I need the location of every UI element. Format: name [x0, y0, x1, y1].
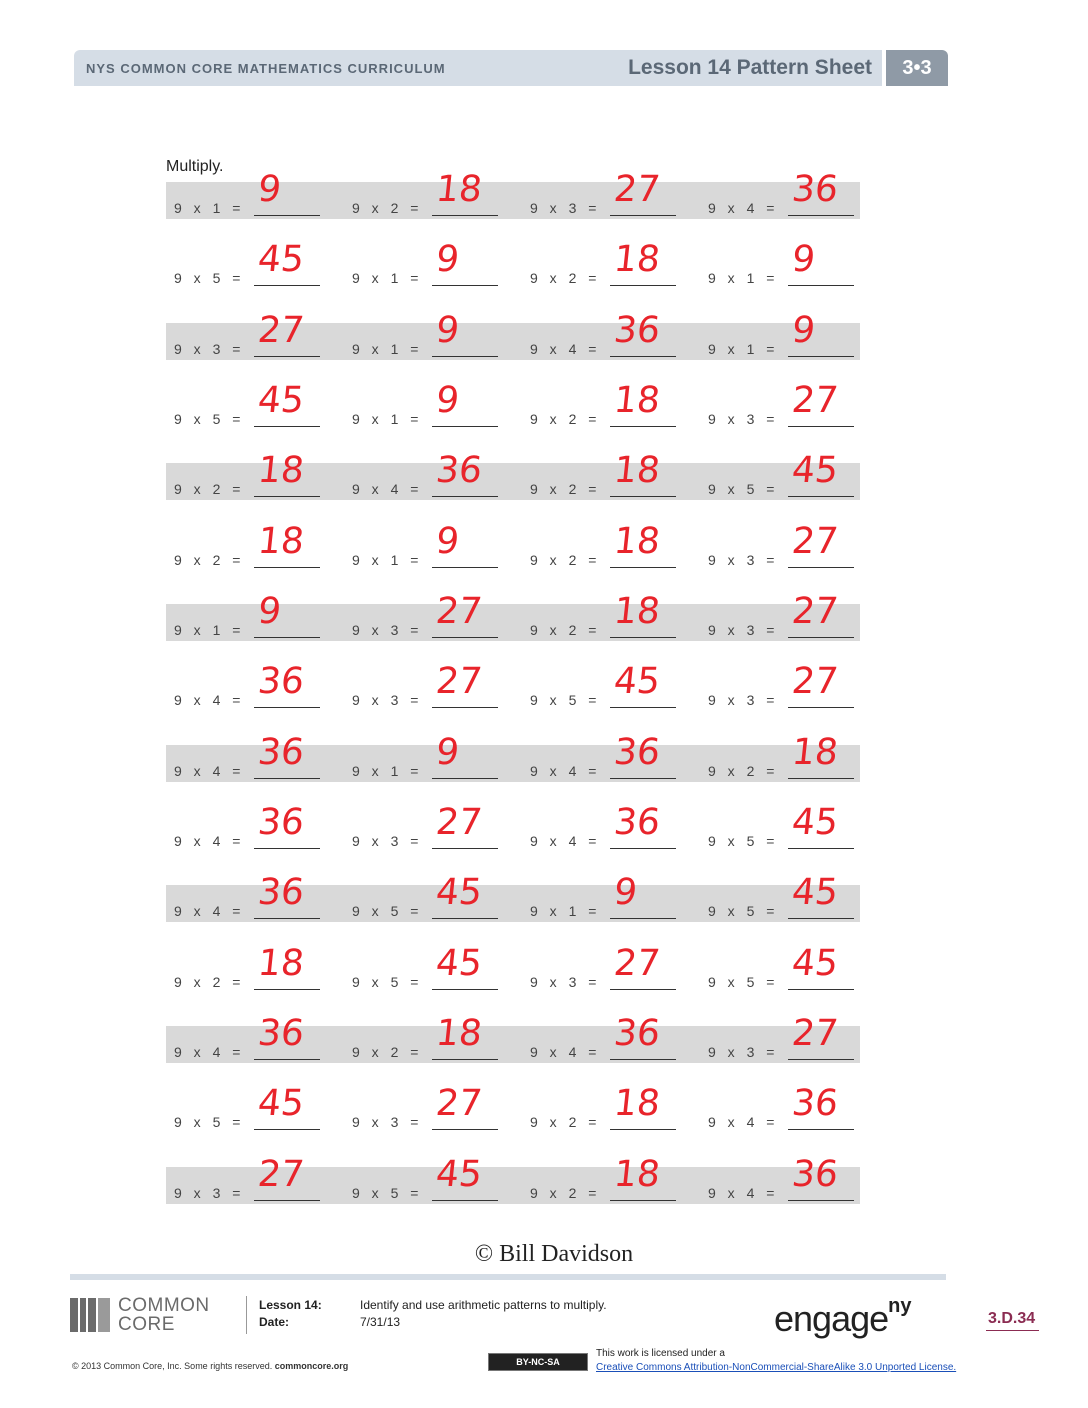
equation-text: 9 x 4 = [174, 692, 241, 709]
handwritten-answer: 45 [611, 661, 663, 703]
common-core-logo [70, 1296, 230, 1334]
problem-cell [166, 169, 346, 219]
answer-blank[interactable] [254, 707, 320, 708]
problem-cell [344, 450, 524, 500]
answer-blank[interactable] [610, 1129, 676, 1130]
lesson-objective: Identify and use arithmetic patterns to multiply. [360, 1298, 607, 1312]
problem-cell [344, 380, 524, 430]
equation-text: 9 x 1 = [352, 340, 419, 357]
handwritten-answer: 36 [255, 1013, 307, 1055]
equation-text: 9 x 1 = [708, 340, 775, 357]
handwritten-answer: 18 [789, 731, 841, 773]
handwritten-answer: 18 [611, 591, 663, 633]
handwritten-answer: 45 [255, 1083, 307, 1125]
equation-text: 9 x 2 = [530, 1184, 597, 1201]
equation-text: 9 x 5 = [708, 903, 775, 920]
problem-row [166, 309, 860, 360]
equation-text: 9 x 2 = [174, 973, 241, 990]
common-core-logo-text: COMMON CORE [118, 1295, 210, 1335]
handwritten-answer: 9 [255, 591, 284, 633]
answer-blank[interactable] [788, 778, 854, 779]
problem-cell [344, 1083, 524, 1133]
problem-cell [166, 872, 346, 922]
answer-blank[interactable] [788, 918, 854, 919]
handwritten-answer: 36 [789, 1153, 841, 1195]
problem-cell [700, 591, 880, 641]
handwritten-answer: 9 [433, 520, 462, 562]
problem-row [166, 239, 860, 289]
problem-cell [344, 1153, 524, 1204]
problem-cell [166, 309, 346, 360]
problem-cell [700, 169, 880, 219]
equation-text: 9 x 3 = [174, 340, 241, 357]
equation-text: 9 x 4 = [352, 481, 419, 498]
answer-blank[interactable] [610, 285, 676, 286]
handwritten-answer: 36 [255, 872, 307, 914]
problem-cell [166, 591, 346, 641]
equation-text: 9 x 4 = [530, 833, 597, 850]
problem-row [166, 520, 860, 571]
problem-cell [344, 802, 524, 852]
problem-cell [522, 309, 702, 360]
problem-cell [522, 591, 702, 641]
answer-blank[interactable] [432, 285, 498, 286]
answer-blank[interactable] [610, 215, 676, 216]
handwritten-answer: 36 [255, 731, 307, 773]
problem-cell [522, 1013, 702, 1063]
answer-blank[interactable] [254, 1059, 320, 1060]
problem-row [166, 450, 860, 500]
equation-text: 9 x 4 = [174, 833, 241, 850]
equation-text: 9 x 2 = [530, 411, 597, 428]
answer-blank[interactable] [788, 989, 854, 990]
answer-blank[interactable] [610, 848, 676, 849]
equation-text: 9 x 2 = [530, 270, 597, 287]
date-value: 7/31/13 [360, 1315, 401, 1329]
handwritten-answer: 9 [433, 380, 462, 422]
handwritten-answer: 36 [255, 661, 307, 703]
problem-row [166, 872, 860, 922]
equation-text: 9 x 1 = [352, 270, 419, 287]
problem-cell [522, 520, 702, 571]
equation-text: 9 x 3 = [174, 1184, 241, 1201]
handwritten-answer: 18 [255, 520, 307, 562]
equation-text: 9 x 5 = [174, 270, 241, 287]
equation-text: 9 x 2 = [174, 481, 241, 498]
handwritten-answer: 36 [611, 802, 663, 844]
equation-text: 9 x 4 = [530, 1044, 597, 1061]
equation-text: 9 x 4 = [174, 762, 241, 779]
answer-blank[interactable] [432, 1200, 498, 1201]
answer-blank[interactable] [254, 567, 320, 568]
problem-cell [522, 450, 702, 500]
answer-blank[interactable] [788, 637, 854, 638]
answer-blank[interactable] [788, 1200, 854, 1201]
equation-text: 9 x 2 = [530, 622, 597, 639]
answer-blank[interactable] [432, 848, 498, 849]
equation-text: 9 x 5 = [708, 973, 775, 990]
equation-text: 9 x 3 = [352, 622, 419, 639]
equation-text: 9 x 1 = [174, 200, 241, 216]
answer-blank[interactable] [610, 356, 676, 357]
equation-text: 9 x 2 = [352, 1044, 419, 1061]
license-intro: This work is licensed under a [596, 1348, 725, 1359]
equation-text: 9 x 5 = [352, 973, 419, 990]
handwritten-answer: 27 [433, 591, 485, 633]
problem-cell [700, 520, 880, 571]
problem-cell [344, 169, 524, 219]
answer-blank[interactable] [610, 496, 676, 497]
answer-blank[interactable] [610, 989, 676, 990]
problem-cell [166, 1083, 346, 1133]
problem-cell [700, 731, 880, 782]
equation-text: 9 x 2 = [174, 551, 241, 568]
handwritten-answer: 27 [255, 1153, 307, 1195]
answer-blank[interactable] [788, 1129, 854, 1130]
handwritten-answer: 45 [255, 239, 307, 281]
footer-divider-bar [70, 1274, 946, 1280]
problem-cell [700, 942, 880, 993]
equation-text: 9 x 3 = [708, 1044, 775, 1061]
handwritten-answer: 27 [433, 802, 485, 844]
handwritten-answer: 18 [611, 239, 663, 281]
curriculum-title: NYS COMMON CORE MATHEMATICS CURRICULUM [86, 61, 446, 76]
problem-cell [700, 239, 880, 289]
equation-text: 9 x 2 = [530, 481, 597, 498]
answer-blank[interactable] [432, 918, 498, 919]
problem-grid [166, 169, 860, 1237]
problem-row [166, 591, 860, 641]
problem-cell [522, 1083, 702, 1133]
problem-cell [522, 169, 702, 219]
problem-row [166, 802, 860, 852]
equation-text: 9 x 5 = [174, 411, 241, 428]
answer-blank[interactable] [432, 1129, 498, 1130]
problem-row [166, 1013, 860, 1063]
handwritten-answer: 9 [433, 239, 462, 281]
equation-text: 9 x 2 = [530, 551, 597, 568]
handwritten-answer: 36 [789, 169, 841, 210]
equation-text: 9 x 2 = [708, 762, 775, 779]
problem-cell [522, 942, 702, 993]
handwritten-answer: 27 [611, 942, 663, 984]
problem-cell [344, 1013, 524, 1063]
problem-cell [166, 1013, 346, 1063]
answer-blank[interactable] [254, 496, 320, 497]
equation-text: 9 x 1 = [352, 762, 419, 779]
problem-cell [344, 731, 524, 782]
engageny-logo: engage$^{ny}$ [774, 1295, 912, 1339]
answer-blank[interactable] [788, 215, 854, 216]
handwritten-answer: 27 [789, 520, 841, 562]
handwritten-answer: 36 [611, 309, 663, 351]
license-link[interactable]: Creative Commons Attribution-NonCommercial-ShareAlike 3.0 Unported License. [596, 1362, 957, 1373]
problem-cell [700, 309, 880, 360]
handwritten-answer: 27 [789, 591, 841, 633]
handwritten-answer: 9 [611, 872, 640, 914]
answer-blank[interactable] [254, 356, 320, 357]
problem-cell [522, 1153, 702, 1204]
answer-blank[interactable] [610, 918, 676, 919]
equation-text: 9 x 3 = [708, 411, 775, 428]
handwritten-answer: 45 [433, 1153, 485, 1195]
handwritten-answer: 45 [789, 872, 841, 914]
equation-text: 9 x 2 = [530, 1114, 597, 1131]
equation-text: 9 x 4 = [174, 1044, 241, 1061]
answer-blank[interactable] [432, 356, 498, 357]
handwritten-answer: 45 [789, 450, 841, 492]
equation-text: 9 x 3 = [708, 692, 775, 709]
cc-license-badge-icon: BY-NC-SA [488, 1353, 588, 1371]
handwritten-answer: 9 [433, 731, 462, 773]
answer-blank[interactable] [788, 496, 854, 497]
equation-text: 9 x 3 = [352, 692, 419, 709]
handwritten-answer: 27 [789, 380, 841, 422]
handwritten-answer: 45 [255, 380, 307, 422]
handwritten-answer: 18 [433, 169, 485, 210]
equation-text: 9 x 5 = [174, 1114, 241, 1131]
equation-text: 9 x 3 = [352, 833, 419, 850]
problem-cell [522, 872, 702, 922]
answer-blank[interactable] [254, 778, 320, 779]
answer-blank[interactable] [788, 356, 854, 357]
answer-blank[interactable] [610, 1200, 676, 1201]
answer-blank[interactable] [432, 567, 498, 568]
problem-cell [344, 309, 524, 360]
answer-blank[interactable] [254, 1129, 320, 1130]
problem-cell [344, 942, 524, 993]
equation-text: 9 x 5 = [352, 1184, 419, 1201]
answer-blank[interactable] [254, 215, 320, 216]
answer-blank[interactable] [254, 918, 320, 919]
answer-blank[interactable] [254, 989, 320, 990]
equation-text: 9 x 3 = [530, 973, 597, 990]
handwritten-answer: 18 [433, 1013, 485, 1055]
problem-cell [700, 1013, 880, 1063]
handwritten-answer: 18 [255, 450, 307, 492]
handwritten-answer: 36 [789, 1083, 841, 1125]
handwritten-answer: 18 [611, 1153, 663, 1195]
answer-blank[interactable] [432, 778, 498, 779]
equation-text: 9 x 4 = [708, 1184, 775, 1201]
problem-cell [700, 661, 880, 711]
equation-text: 9 x 1 = [352, 551, 419, 568]
problem-cell [344, 661, 524, 711]
handwritten-answer: 27 [611, 169, 663, 210]
handwritten-answer: 18 [611, 1083, 663, 1125]
answer-blank[interactable] [254, 426, 320, 427]
answer-blank[interactable] [432, 1059, 498, 1060]
answer-blank[interactable] [788, 567, 854, 568]
handwritten-answer: 9 [789, 239, 818, 281]
answer-blank[interactable] [254, 285, 320, 286]
equation-text: 9 x 5 = [708, 833, 775, 850]
equation-text: 9 x 4 = [530, 762, 597, 779]
handwritten-answer: 9 [255, 169, 284, 210]
answer-blank[interactable] [788, 426, 854, 427]
answer-blank[interactable] [610, 1059, 676, 1060]
equation-text: 9 x 1 = [530, 903, 597, 920]
handwritten-answer: 27 [255, 309, 307, 351]
answer-blank[interactable] [254, 1200, 320, 1201]
handwritten-answer: 18 [611, 520, 663, 562]
problem-cell [166, 731, 346, 782]
answer-blank[interactable] [432, 989, 498, 990]
problem-cell [166, 802, 346, 852]
equation-text: 9 x 5 = [530, 692, 597, 709]
answer-blank[interactable] [254, 848, 320, 849]
problem-cell [166, 942, 346, 993]
answer-blank[interactable] [432, 426, 498, 427]
problem-cell [700, 1083, 880, 1133]
handwritten-answer: 45 [789, 802, 841, 844]
answer-blank[interactable] [610, 426, 676, 427]
problem-cell [166, 1153, 346, 1204]
problem-row [166, 1083, 860, 1133]
equation-text: 9 x 3 = [708, 551, 775, 568]
problem-cell [700, 802, 880, 852]
answer-blank[interactable] [788, 848, 854, 849]
handwritten-answer: 45 [789, 942, 841, 984]
handwritten-answer: 27 [433, 1083, 485, 1125]
answer-blank[interactable] [610, 637, 676, 638]
page-header [74, 50, 882, 86]
handwritten-answer: 18 [611, 450, 663, 492]
handwritten-answer: 36 [611, 731, 663, 773]
problem-cell [700, 380, 880, 430]
problem-row [166, 1153, 860, 1204]
handwritten-answer: 18 [611, 380, 663, 422]
answer-blank[interactable] [610, 707, 676, 708]
problem-cell [344, 872, 524, 922]
page-number: 3.D.34 [986, 1310, 1039, 1331]
instruction-text: Multiply. [166, 158, 224, 175]
answer-blank[interactable] [432, 496, 498, 497]
problem-cell [166, 380, 346, 430]
handwritten-answer: 9 [789, 309, 818, 351]
equation-text: 9 x 5 = [708, 481, 775, 498]
problem-cell [700, 450, 880, 500]
problem-row [166, 661, 860, 711]
handwritten-answer: 27 [433, 661, 485, 703]
equation-text: 9 x 3 = [530, 200, 597, 216]
problem-cell [166, 450, 346, 500]
problem-cell [522, 239, 702, 289]
handwritten-answer: 18 [255, 942, 307, 984]
problem-cell [166, 520, 346, 571]
problem-row [166, 731, 860, 782]
answer-blank[interactable] [788, 285, 854, 286]
problem-cell [522, 661, 702, 711]
date-label: Date: [259, 1315, 290, 1329]
lesson-label: Lesson 14: [259, 1298, 322, 1312]
problem-cell [344, 239, 524, 289]
answer-blank[interactable] [432, 215, 498, 216]
equation-text: 9 x 4 = [174, 903, 241, 920]
problem-row [166, 942, 860, 993]
equation-text: 9 x 2 = [352, 200, 419, 216]
answer-blank[interactable] [610, 778, 676, 779]
handwritten-answer: 45 [433, 872, 485, 914]
problem-cell [166, 239, 346, 289]
lesson-title: Lesson 14 Pattern Sheet [628, 56, 872, 79]
problem-cell [522, 380, 702, 430]
copyright-notice: © 2013 Common Core, Inc. Some rights reserved. commoncore.org [72, 1361, 349, 1371]
footer-vertical-divider [246, 1296, 247, 1334]
equation-text: 9 x 3 = [352, 1114, 419, 1131]
problem-cell [522, 731, 702, 782]
grade-module-badge: 3•3 [886, 50, 948, 86]
equation-text: 9 x 5 = [352, 903, 419, 920]
equation-text: 9 x 4 = [530, 340, 597, 357]
problem-cell [700, 872, 880, 922]
answer-blank[interactable] [254, 637, 320, 638]
answer-blank[interactable] [432, 707, 498, 708]
equation-text: 9 x 1 = [174, 622, 241, 639]
answer-blank[interactable] [788, 1059, 854, 1060]
equation-text: 9 x 4 = [708, 200, 775, 216]
equation-text: 9 x 3 = [708, 622, 775, 639]
handwritten-answer: 45 [433, 942, 485, 984]
handwritten-answer: 27 [789, 1013, 841, 1055]
answer-blank[interactable] [788, 707, 854, 708]
handwritten-answer: 27 [789, 661, 841, 703]
problem-cell [522, 802, 702, 852]
handwritten-answer: 9 [433, 309, 462, 351]
handwritten-answer: 36 [433, 450, 485, 492]
author-credit: © Bill Davidson [474, 1241, 634, 1267]
problem-cell [700, 1153, 880, 1204]
problem-row [166, 169, 860, 219]
problem-cell [344, 520, 524, 571]
problem-cell [344, 591, 524, 641]
problem-cell [166, 661, 346, 711]
equation-text: 9 x 4 = [708, 1114, 775, 1131]
answer-blank[interactable] [432, 637, 498, 638]
answer-blank[interactable] [610, 567, 676, 568]
problem-row [166, 380, 860, 430]
equation-text: 9 x 1 = [352, 411, 419, 428]
equation-text: 9 x 1 = [708, 270, 775, 287]
handwritten-answer: 36 [611, 1013, 663, 1055]
handwritten-answer: 36 [255, 802, 307, 844]
